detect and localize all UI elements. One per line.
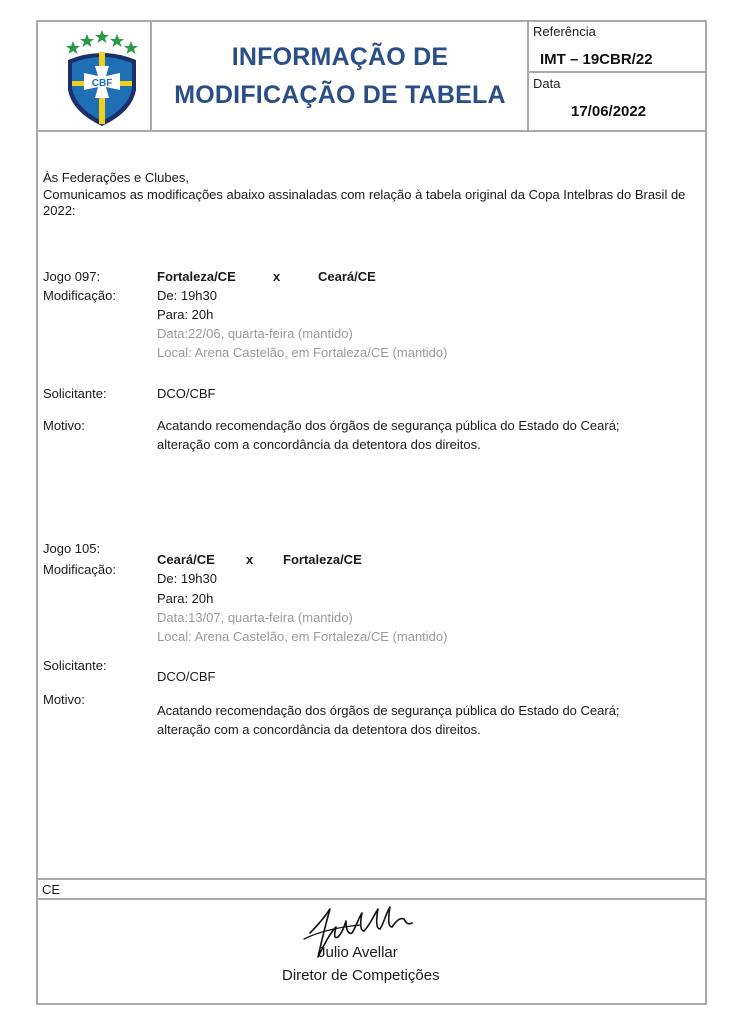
reference-label: Referência <box>533 24 596 39</box>
stars-icon <box>66 30 138 54</box>
modification-label: Modificação: <box>43 562 116 577</box>
match-date: Data:22/06, quarta-feira (mantido) <box>157 326 353 341</box>
away-team: Ceará/CE <box>318 269 376 284</box>
reason-line1: Acatando recomendação dos órgãos de segurança pública do Estado do Ceará; <box>157 703 620 718</box>
reason-line1: Acatando recomendação dos órgãos de segurança pública do Estado do Ceará; <box>157 418 620 433</box>
requester-value: DCO/CBF <box>157 669 216 684</box>
logo-title-divider <box>150 20 152 132</box>
versus: x <box>246 552 254 567</box>
signatory-role: Diretor de Competições <box>282 967 440 984</box>
from-time: De: 19h30 <box>157 288 217 303</box>
document-title-line1: INFORMAÇÃO DE <box>231 43 449 71</box>
title-ref-divider <box>527 20 529 132</box>
greeting: Às Federações e Clubes, <box>43 170 189 185</box>
home-team: Ceará/CE <box>157 552 215 567</box>
requester-label: Solicitante: <box>43 386 107 401</box>
document-frame <box>36 20 707 1005</box>
modification-label: Modificação: <box>43 288 116 303</box>
date-label: Data <box>533 76 561 91</box>
footer-top-divider <box>36 878 707 880</box>
reason-line2: alteração com a concordância da detentora dos direitos. <box>157 722 481 737</box>
match-venue: Local: Arena Castelão, em Fortaleza/CE (mantido) <box>157 629 448 644</box>
match-venue: Local: Arena Castelão, em Fortaleza/CE (mantido) <box>157 345 448 360</box>
reason-label: Motivo: <box>43 418 85 433</box>
intro-line2: 2022: <box>43 203 76 218</box>
requester-label: Solicitante: <box>43 658 107 673</box>
away-team: Fortaleza/CE <box>283 552 362 567</box>
date-value: 17/06/2022 <box>571 103 647 120</box>
logo-text: CBF <box>91 78 113 89</box>
match-date: Data:13/07, quarta-feira (mantido) <box>157 610 353 625</box>
game-label: Jogo 105: <box>43 541 101 556</box>
to-time: Para: 20h <box>157 307 214 322</box>
versus: x <box>273 269 281 284</box>
header-divider <box>36 130 707 132</box>
to-time: Para: 20h <box>157 591 214 606</box>
intro-line1: Comunicamos as modificações abaixo assinaladas com relação à tabela original da Copa Intelbras do Brasil de <box>43 187 686 202</box>
requester-value: DCO/CBF <box>157 386 216 401</box>
reason-line2: alteração com a concordância da detentora dos direitos. <box>157 437 481 452</box>
from-time: De: 19h30 <box>157 571 217 586</box>
reference-value: IMT – 19CBR/22 <box>540 51 653 68</box>
game-label: Jogo 097: <box>43 269 101 284</box>
cbf-logo <box>62 28 142 128</box>
footer-state-divider <box>36 898 707 900</box>
ref-date-divider <box>527 71 707 73</box>
home-team: Fortaleza/CE <box>157 269 236 284</box>
state-code: CE <box>42 882 61 897</box>
reason-label: Motivo: <box>43 692 85 707</box>
signatory-name: Julio Avellar <box>318 944 398 961</box>
document-title-line2: MODIFICAÇÃO DE TABELA <box>174 81 506 109</box>
